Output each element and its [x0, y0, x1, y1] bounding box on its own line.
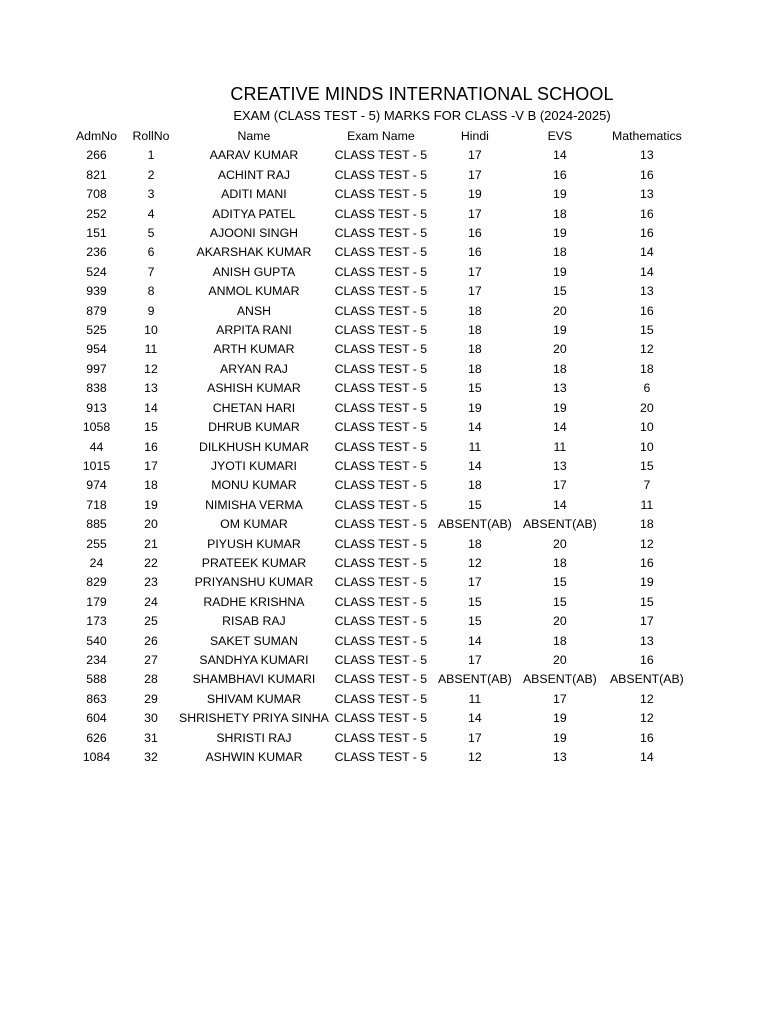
table-row: [70, 457, 691, 476]
header-row: [70, 127, 691, 146]
table-row: [70, 476, 691, 495]
exam-name-cell: CLASS TEST - 5: [334, 342, 428, 357]
admno-cell: 913: [86, 400, 107, 415]
table-row: [70, 360, 691, 379]
exam-name-cell: CLASS TEST - 5: [334, 381, 428, 396]
rollno-cell: 32: [144, 750, 158, 764]
exam-name-cell: CLASS TEST - 5: [334, 517, 428, 532]
table-row: [70, 166, 691, 185]
admno-cell: 252: [86, 206, 107, 221]
hindi-cell: 18: [468, 303, 482, 318]
rollno-cell: 10: [144, 323, 158, 338]
header-name: Name: [237, 129, 271, 143]
admno-cell: 234: [86, 652, 107, 667]
evs-cell: 11: [553, 439, 567, 454]
hindi-cell: 15: [468, 497, 482, 512]
name-cell: ARTH KUMAR: [213, 342, 295, 357]
exam-name-cell: CLASS TEST - 5: [334, 711, 428, 726]
hindi-cell: 18: [468, 342, 482, 357]
rollno-cell: 8: [147, 284, 155, 299]
exam-title: EXAM (CLASS TEST - 5) MARKS FOR CLASS -V B (2024-2025): [233, 108, 611, 123]
hindi-cell: 18: [468, 323, 482, 338]
mathematics-cell: 16: [640, 206, 654, 221]
name-cell: AARAV KUMAR: [209, 148, 299, 163]
evs-cell: 19: [553, 730, 567, 745]
admno-cell: 863: [86, 691, 107, 706]
exam-name-cell: CLASS TEST - 5: [334, 594, 428, 609]
admno-cell: 525: [86, 323, 107, 338]
rollno-cell: 15: [144, 420, 158, 435]
hindi-cell: 17: [468, 264, 482, 279]
mathematics-cell: 12: [640, 691, 654, 706]
rollno-cell: 5: [147, 226, 155, 241]
rollno-cell: 23: [144, 575, 158, 590]
exam-name-cell: CLASS TEST - 5: [334, 614, 428, 629]
exam-name-cell: CLASS TEST - 5: [334, 284, 428, 299]
admno-cell: 44: [89, 439, 104, 454]
table-row: [70, 302, 691, 321]
admno-cell: 626: [86, 730, 107, 745]
hindi-cell: 17: [468, 206, 482, 221]
marks-table: [70, 127, 691, 767]
table-row: [70, 379, 691, 398]
admno-cell: 838: [86, 381, 107, 396]
rollno-cell: 27: [144, 652, 158, 667]
rollno-cell: 1: [147, 148, 155, 163]
name-cell: OM KUMAR: [220, 517, 288, 532]
rollno-cell: 11: [144, 342, 158, 357]
name-cell: SANDHYA KUMARI: [199, 652, 309, 667]
evs-cell: 18: [553, 555, 567, 570]
admno-cell: 1058: [82, 420, 111, 435]
admno-cell: 588: [86, 672, 107, 687]
hindi-cell: 17: [468, 148, 482, 163]
hindi-cell: 15: [468, 614, 482, 629]
mathematics-cell: 13: [640, 284, 654, 299]
mathematics-cell: 12: [640, 536, 654, 551]
table-row: [70, 185, 691, 204]
mathematics-cell: 20: [640, 400, 654, 415]
evs-cell: 19: [553, 226, 567, 241]
header-admno: AdmNo: [75, 129, 117, 143]
exam-name-cell: CLASS TEST - 5: [334, 497, 428, 512]
hindi-cell: ABSENT(AB): [437, 517, 512, 532]
table-row: [70, 515, 691, 534]
rollno-cell: 4: [147, 206, 155, 221]
exam-name-cell: CLASS TEST - 5: [334, 652, 428, 667]
admno-cell: 885: [86, 517, 107, 532]
name-cell: ADITI MANI: [221, 187, 287, 202]
name-cell: DILKHUSH KUMAR: [198, 439, 309, 454]
exam-name-cell: CLASS TEST - 5: [334, 245, 428, 260]
evs-cell: 15: [553, 284, 567, 299]
table-row: [70, 243, 691, 262]
evs-cell: 17: [553, 478, 567, 493]
evs-cell: 13: [553, 750, 567, 764]
table-row: [70, 632, 691, 651]
hindi-cell: ABSENT(AB): [437, 672, 512, 687]
name-cell: SHRISHETY PRIYA SINHA: [179, 711, 329, 726]
exam-name-cell: CLASS TEST - 5: [334, 575, 428, 590]
hindi-cell: 11: [468, 439, 482, 454]
rollno-cell: 19: [144, 497, 158, 512]
table-row: [70, 729, 691, 748]
mathematics-cell: 15: [640, 323, 654, 338]
admno-cell: 236: [86, 245, 107, 260]
exam-name-cell: CLASS TEST - 5: [334, 750, 428, 764]
name-cell: AKARSHAK KUMAR: [196, 245, 312, 260]
name-cell: ARYAN RAJ: [220, 361, 288, 376]
exam-name-cell: CLASS TEST - 5: [334, 633, 428, 648]
table-row: [70, 263, 691, 282]
rollno-cell: 9: [147, 303, 155, 318]
rollno-cell: 24: [144, 594, 158, 609]
admno-cell: 173: [86, 614, 107, 629]
table-row: [70, 690, 691, 709]
evs-cell: ABSENT(AB): [522, 672, 597, 687]
evs-cell: 20: [553, 342, 567, 357]
rollno-cell: 3: [147, 187, 155, 202]
mathematics-cell: 16: [640, 730, 654, 745]
hindi-cell: 16: [468, 226, 482, 241]
table-row: [70, 535, 691, 554]
hindi-cell: 17: [468, 730, 482, 745]
admno-cell: 604: [86, 711, 107, 726]
evs-cell: 19: [553, 187, 567, 202]
mathematics-cell: 13: [640, 148, 654, 163]
exam-name-cell: CLASS TEST - 5: [334, 148, 428, 163]
admno-cell: 266: [86, 148, 107, 163]
hindi-cell: 14: [468, 458, 482, 473]
admno-cell: 974: [86, 478, 107, 493]
table-row: [70, 438, 691, 457]
evs-cell: 19: [553, 400, 567, 415]
hindi-cell: 18: [468, 361, 482, 376]
rollno-cell: 28: [144, 672, 158, 687]
evs-cell: 14: [553, 497, 567, 512]
name-cell: SAKET SUMAN: [209, 633, 298, 648]
name-cell: SHAMBHAVI KUMARI: [192, 672, 316, 687]
hindi-cell: 12: [468, 750, 482, 764]
name-cell: PIYUSH KUMAR: [207, 536, 301, 551]
mathematics-cell: 16: [640, 226, 654, 241]
evs-cell: 15: [553, 575, 567, 590]
evs-cell: 15: [553, 594, 567, 609]
header-rollno: RollNo: [132, 129, 170, 143]
table-row: [70, 321, 691, 340]
exam-name-cell: CLASS TEST - 5: [334, 323, 428, 338]
admno-cell: 1084: [82, 750, 111, 764]
evs-cell: 18: [553, 361, 567, 376]
rollno-cell: 2: [147, 167, 155, 182]
name-cell: ARPITA RANI: [216, 323, 292, 338]
exam-name-cell: CLASS TEST - 5: [334, 400, 428, 415]
mathematics-cell: 7: [643, 478, 651, 493]
name-cell: NIMISHA VERMA: [205, 497, 303, 512]
evs-cell: 19: [553, 711, 567, 726]
hindi-cell: 17: [468, 167, 482, 182]
mathematics-cell: 17: [640, 614, 654, 629]
exam-name-cell: CLASS TEST - 5: [334, 167, 428, 182]
exam-name-cell: CLASS TEST - 5: [334, 264, 428, 279]
evs-cell: 13: [553, 381, 567, 396]
table-row: [70, 205, 691, 224]
hindi-cell: 14: [468, 420, 482, 435]
evs-cell: 18: [553, 633, 567, 648]
admno-cell: 708: [86, 187, 107, 202]
rollno-cell: 26: [144, 633, 158, 648]
name-cell: AJOONI SINGH: [209, 226, 299, 241]
evs-cell: 20: [553, 536, 567, 551]
mathematics-cell: 19: [640, 575, 654, 590]
evs-cell: 14: [553, 420, 567, 435]
table-row: [70, 670, 691, 689]
table-row: [70, 748, 691, 767]
mathematics-cell: 14: [640, 245, 654, 260]
rollno-cell: 25: [144, 614, 158, 629]
hindi-cell: 19: [468, 400, 482, 415]
header-evs: EVS: [547, 129, 573, 143]
rollno-cell: 7: [147, 264, 155, 279]
mathematics-cell: 16: [640, 555, 654, 570]
exam-name-cell: CLASS TEST - 5: [334, 187, 428, 202]
exam-name-cell: CLASS TEST - 5: [334, 691, 428, 706]
name-cell: ANSH: [236, 303, 272, 318]
mathematics-cell: 11: [640, 497, 654, 512]
rollno-cell: 30: [144, 711, 158, 726]
exam-name-cell: CLASS TEST - 5: [334, 536, 428, 551]
name-cell: ASHISH KUMAR: [207, 381, 301, 396]
rollno-cell: 18: [144, 478, 158, 493]
hindi-cell: 16: [468, 245, 482, 260]
mathematics-cell: 13: [640, 633, 654, 648]
hindi-cell: 18: [468, 478, 482, 493]
exam-name-cell: CLASS TEST - 5: [334, 303, 428, 318]
hindi-cell: 19: [468, 187, 482, 202]
evs-cell: 13: [553, 458, 567, 473]
table-row: [70, 496, 691, 515]
rollno-cell: 16: [144, 439, 158, 454]
exam-name-cell: CLASS TEST - 5: [334, 478, 428, 493]
evs-cell: 14: [553, 148, 567, 163]
admno-cell: 151: [86, 226, 107, 241]
hindi-cell: 14: [468, 711, 482, 726]
admno-cell: 954: [86, 342, 107, 357]
rollno-cell: 14: [144, 400, 158, 415]
mathematics-cell: 10: [640, 439, 654, 454]
rollno-cell: 13: [144, 381, 158, 396]
evs-cell: 19: [553, 323, 567, 338]
mathematics-cell: 12: [640, 711, 654, 726]
exam-name-cell: CLASS TEST - 5: [334, 420, 428, 435]
mathematics-cell: ABSENT(AB): [609, 672, 684, 687]
mathematics-cell: 15: [640, 458, 654, 473]
marks-table-body: [70, 146, 691, 767]
exam-name-cell: CLASS TEST - 5: [334, 730, 428, 745]
name-cell: ANMOL KUMAR: [208, 284, 300, 299]
header-exam-name: Exam Name: [347, 129, 415, 143]
admno-cell: 879: [86, 303, 107, 318]
admno-cell: 255: [86, 536, 107, 551]
header-mathematics: Mathematics: [612, 129, 682, 143]
name-cell: SHRISTI RAJ: [216, 730, 292, 745]
admno-cell: 179: [86, 594, 107, 609]
hindi-cell: 14: [468, 633, 482, 648]
hindi-cell: 12: [468, 555, 482, 570]
name-cell: DHRUB KUMAR: [208, 420, 300, 435]
mathematics-cell: 12: [640, 342, 654, 357]
table-row: [70, 612, 691, 631]
mathematics-cell: 13: [640, 187, 654, 202]
hindi-cell: 11: [468, 691, 482, 706]
mathematics-cell: 6: [643, 381, 651, 396]
rollno-cell: 22: [144, 555, 158, 570]
admno-cell: 524: [86, 264, 107, 279]
table-row: [70, 573, 691, 592]
name-cell: ANISH GUPTA: [212, 264, 296, 279]
mathematics-cell: 15: [640, 594, 654, 609]
header-hindi: Hindi: [460, 129, 489, 143]
admno-cell: 24: [89, 555, 104, 570]
name-cell: PRIYANSHU KUMAR: [194, 575, 314, 590]
name-cell: RADHE KRISHNA: [203, 594, 305, 609]
rollno-cell: 6: [147, 245, 155, 260]
evs-cell: 20: [553, 652, 567, 667]
table-row: [70, 418, 691, 437]
evs-cell: 17: [553, 691, 567, 706]
evs-cell: 16: [553, 167, 567, 182]
exam-name-cell: CLASS TEST - 5: [334, 555, 428, 570]
school-name: CREATIVE MINDS INTERNATIONAL SCHOOL: [230, 84, 614, 104]
hindi-cell: 17: [468, 652, 482, 667]
admno-cell: 821: [86, 167, 107, 182]
exam-name-cell: CLASS TEST - 5: [334, 672, 428, 687]
table-row: [70, 709, 691, 728]
rollno-cell: 17: [144, 458, 158, 473]
table-row: [70, 399, 691, 418]
evs-cell: 19: [553, 264, 567, 279]
mathematics-cell: 16: [640, 303, 654, 318]
mathematics-cell: 10: [640, 420, 654, 435]
table-row: [70, 593, 691, 612]
admno-cell: 829: [86, 575, 107, 590]
admno-cell: 540: [86, 633, 107, 648]
table-row: [70, 282, 691, 301]
name-cell: JYOTI KUMARI: [210, 458, 297, 473]
exam-name-cell: CLASS TEST - 5: [334, 226, 428, 241]
admno-cell: 997: [86, 361, 107, 376]
hindi-cell: 15: [468, 381, 482, 396]
rollno-cell: 21: [144, 536, 158, 551]
mathematics-cell: 16: [640, 167, 654, 182]
evs-cell: 18: [553, 206, 567, 221]
admno-cell: 718: [86, 497, 107, 512]
hindi-cell: 17: [468, 284, 482, 299]
name-cell: ASHWIN KUMAR: [205, 750, 303, 764]
mathematics-cell: 18: [640, 361, 654, 376]
hindi-cell: 15: [468, 594, 482, 609]
table-row: [70, 224, 691, 243]
evs-cell: 18: [553, 245, 567, 260]
mathematics-cell: 16: [640, 652, 654, 667]
mathematics-cell: 14: [640, 264, 654, 279]
exam-name-cell: CLASS TEST - 5: [334, 206, 428, 221]
table-row: [70, 651, 691, 670]
admno-cell: 939: [86, 284, 107, 299]
exam-name-cell: CLASS TEST - 5: [334, 361, 428, 376]
evs-cell: 20: [553, 303, 567, 318]
name-cell: CHETAN HARI: [212, 400, 296, 415]
name-cell: RISAB RAJ: [222, 614, 286, 629]
mathematics-cell: 14: [640, 750, 654, 764]
evs-cell: ABSENT(AB): [522, 517, 597, 532]
hindi-cell: 17: [468, 575, 482, 590]
exam-name-cell: CLASS TEST - 5: [334, 458, 428, 473]
admno-cell: 1015: [82, 458, 111, 473]
mathematics-cell: 18: [640, 517, 654, 532]
table-row: [70, 554, 691, 573]
rollno-cell: 12: [144, 361, 158, 376]
name-cell: ADITYA PATEL: [212, 206, 296, 221]
table-row: [70, 146, 691, 165]
table-row: [70, 340, 691, 359]
rollno-cell: 29: [144, 691, 158, 706]
rollno-cell: 20: [144, 517, 158, 532]
hindi-cell: 18: [468, 536, 482, 551]
name-cell: ACHINT RAJ: [217, 167, 291, 182]
name-cell: SHIVAM KUMAR: [206, 691, 301, 706]
name-cell: PRATEEK KUMAR: [201, 555, 307, 570]
rollno-cell: 31: [144, 730, 158, 745]
name-cell: MONU KUMAR: [211, 478, 297, 493]
evs-cell: 20: [553, 614, 567, 629]
exam-name-cell: CLASS TEST - 5: [334, 439, 428, 454]
